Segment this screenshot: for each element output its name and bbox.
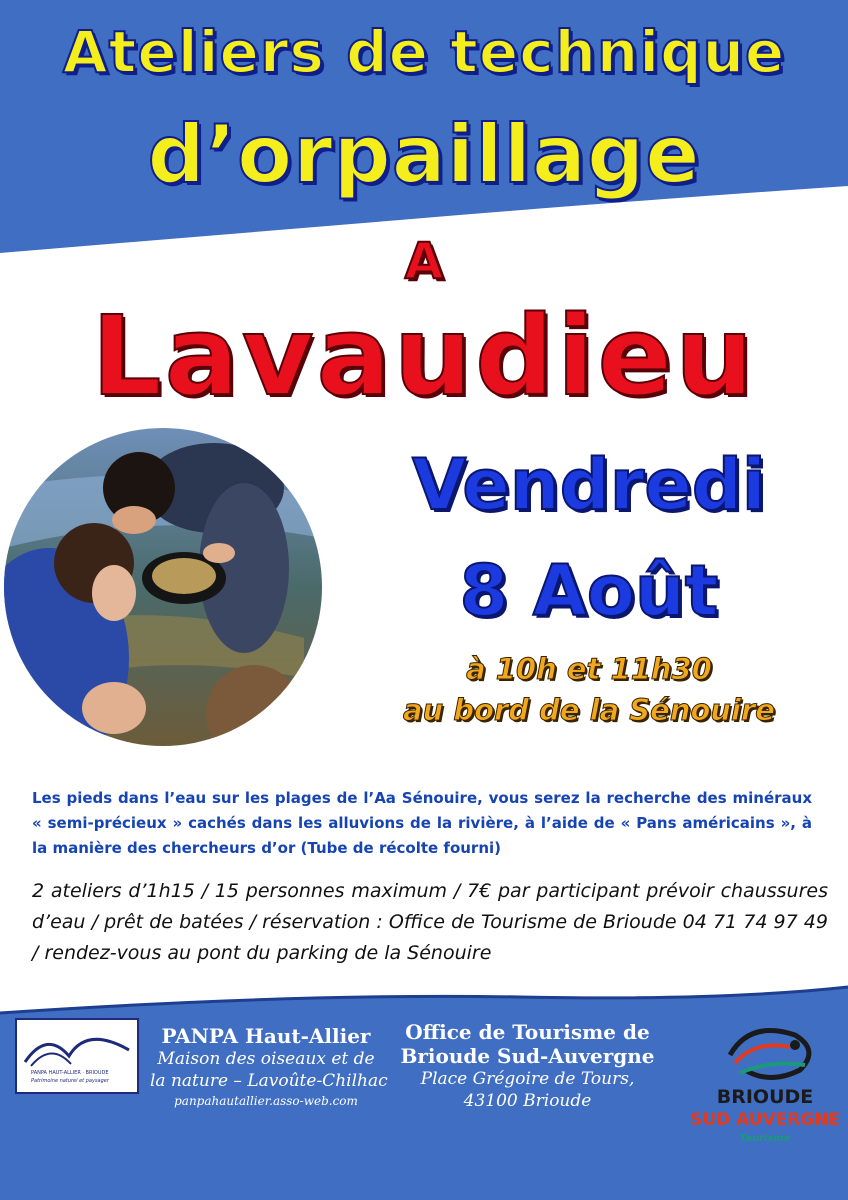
panpa-logo-tagline: Patrimoine naturel et paysager <box>31 1078 109 1084</box>
event-practical-info: 2 ateliers d’1h15 / 15 personnes maximum / 7€ par participant prévoir chaussures d’eau / prêt de batées / réservation : Office de Tourisme de Brioude 04 71 74 97 49 / rendez-vous au pont du parking de la Sénouire <box>32 880 828 964</box>
office-contact <box>395 1020 660 1112</box>
title-line-2: d’orpaillage <box>147 108 701 201</box>
title-line-1: Ateliers de technique <box>62 18 786 86</box>
location-prefix: A <box>404 232 444 290</box>
office-name-line-1: Office de Tourisme de <box>405 1020 650 1044</box>
panpa-line-2: la nature – Lavoûte-Chilhac <box>150 1071 388 1091</box>
location-city: Lavaudieu <box>91 292 757 420</box>
panpa-url: panpahautallier.asso-web.com <box>174 1094 358 1108</box>
panpa-logo-text: PANPA HAUT-ALLIER · BRIOUDE <box>31 1070 109 1076</box>
brand-line-2: SUD AUVERGNE <box>690 1110 841 1130</box>
event-place: au bord de la Sénouire <box>403 693 775 727</box>
gold-panning-photo <box>4 428 322 746</box>
event-time: à 10h et 11h30 <box>466 652 712 686</box>
event-day: Vendredi <box>412 444 766 526</box>
event-date: 8 Août <box>459 550 719 632</box>
office-address-1: Place Grégoire de Tours, <box>420 1069 635 1089</box>
panpa-name: PANPA Haut-Allier <box>161 1024 371 1048</box>
panpa-logo <box>15 1018 139 1094</box>
panpa-line-1: Maison des oiseaux et de <box>157 1049 375 1069</box>
brand-line-1: BRIOUDE <box>716 1086 814 1108</box>
office-name-line-2: Brioude Sud-Auvergne <box>400 1044 655 1068</box>
brand-line-3: Tourisme <box>739 1133 791 1144</box>
event-description: Les pieds dans l’eau sur les plages de l’Aa Sénouire, vous serez la recherche des minéraux « semi-précieux » cachés dans les alluvions de la rivière, à l’aide de « Pans américains », à la manière des chercheurs d’or (Tube de récolte fourni) <box>32 789 812 857</box>
panpa-contact <box>150 1024 388 1110</box>
office-address-2: 43100 Brioude <box>463 1091 592 1111</box>
